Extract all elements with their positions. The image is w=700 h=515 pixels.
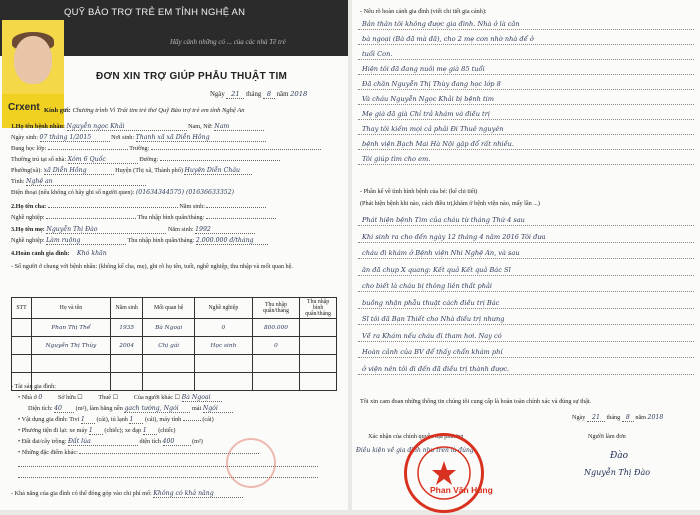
dotted-line [358, 149, 694, 150]
mother-name-row: 3.Họ tên mẹ: Nguyễn Thị Đào Năm sinh: 1992 [11, 226, 255, 234]
document-title: ĐƠN XIN TRỢ GIÚP PHẪU THUẬT TIM [96, 71, 288, 82]
handwritten-line: Thay tôi kiếm mọi cả phải Đi Thuê nguyên [362, 125, 504, 133]
col-stt: STT [12, 298, 32, 319]
patient-gender: Nam [214, 123, 264, 131]
handwritten-line: Mẹ già đã già Chỉ trả khám và điều trị [362, 110, 490, 118]
house-area: 40 [54, 405, 74, 413]
faded-stamp [226, 438, 276, 488]
land-row: • Đất đai/cây trồng: Đất lúa diện tích 400 (m²) [18, 438, 203, 445]
handwritten-line: bệnh viện Bạch Mai Hà Nội gặp đổ rất nhiều. [362, 140, 514, 148]
handwritten-line: Đã chăn Nguyễn Thị Thùy đang học lớp 8 [362, 80, 501, 88]
col-year: Năm sinh [110, 298, 143, 319]
handwritten-line: Bản thân tôi không được gia đình. Nhà ở là căn [362, 20, 520, 28]
patient-province: Nghệ an [26, 178, 146, 186]
mother-name: Nguyễn Thị Đào [46, 226, 166, 234]
commitment-text: Tôi xin cam đoan những thông tin chúng tôi cung cấp là hoàn toàn chính xác và đúng sự thật. [360, 398, 592, 405]
table-row: Nguyễn Thị Thùy 2004 Chị gái Học sinh 0 [12, 337, 337, 355]
household-table [11, 297, 337, 391]
condition-label: - Phần kể về tình hình bệnh của bé: (kể chi tiết) [360, 188, 478, 195]
foundation-title: QUỸ BẢO TRỢ TRẺ EM TỈNH NGHỆ AN [64, 7, 246, 18]
handwritten-line: Hiện tôi đã đang nuôi mẹ già 85 tuổi [362, 65, 485, 73]
patient-residence-row: Thường trú tại số nhà: Xóm 6 Quốc Đường: [11, 156, 280, 164]
patient-ward-row: Phường(xã): xã Diễn Hồng Huyện (Thị xã, Thành phố) Huyện Diễn Châu [11, 167, 252, 175]
handwritten-line: Sĩ tôi đã Bạn Thiết cho Nhà điều trị nhưng [362, 315, 505, 323]
dotted-line [358, 357, 694, 358]
local-confirm-note: Điều kiện về gia đình như trên là đúng [356, 447, 474, 454]
photo-face [14, 36, 52, 84]
seal-signer-name: Phan Văn Hùng [430, 485, 493, 495]
handwritten-line: cho biết là cháu bị thông liên thất phải [362, 282, 492, 290]
support-row: - Khả năng của gia đình có thể đóng góp vào chi phí mổ: Không có khả năng [11, 490, 243, 498]
applicant-name: Nguyễn Thị Đào [584, 468, 651, 477]
col-relation: Mối quan hệ [143, 298, 195, 319]
dotted-line [358, 104, 694, 105]
foundation-slogan: Hãy cảnh những có ... của các nhà Tê trẻ [170, 38, 286, 46]
handwritten-line: buồng nhận phẫu thuật cách điều trị Bác [362, 298, 500, 307]
date-month: 8 [263, 90, 275, 99]
dotted-line [358, 242, 694, 243]
handwritten-line: ở viện nên tôi đi đến đã điều trị thành được. [362, 364, 510, 373]
patient-name: Nguyễn ngọc Khải [67, 123, 187, 131]
house-roof: Ngói [203, 405, 233, 413]
dotted-line [358, 119, 694, 120]
handwritten-line: ăn đã chụp X quang: Kết quả Kết quả Bác Sĩ [362, 265, 511, 274]
patient-class-row: Đang học lớp: Trường: [11, 145, 321, 152]
table-row: Phan Thị Thể 1935 Bà Ngoại 0 800.000 [12, 319, 337, 337]
patient-phone: (01634344575) (01636633352) [135, 189, 235, 196]
col-income: Thu nhập quân/tháng [252, 298, 299, 319]
area-row: Diện tích: 40 (m²), làm bằng nền gạch tường, Ngói mái Ngói [28, 405, 233, 413]
patient-ward: xã Diễn Hồng [44, 167, 114, 175]
handwritten-line: cháu đi khám ở Bệnh viện Nhi Nghệ An, và sau [362, 249, 520, 257]
col-income2: Thu nhập bình quân/tháng [300, 298, 337, 319]
handwritten-line: Và cháu Nguyễn Ngọc Khải bị bệnh tim [362, 95, 494, 103]
patient-name-row: 1.Họ tên bệnh nhân: Nguyễn ngọc Khải Nam, Nữ: Nam [11, 123, 264, 131]
land-area: 400 [163, 438, 191, 446]
patient-birthplace: Thanh xã xã Diễn Hồng [136, 134, 266, 142]
vehicle-row: • Phương tiện đi lại: xe máy 1 (chiếc); xe đạp 1 (chiếc) [18, 427, 176, 434]
dotted-line [358, 341, 694, 342]
dotted-line [358, 258, 694, 259]
dotted-line [358, 74, 694, 75]
dotted-line [358, 275, 694, 276]
patient-phone-row: Điện thoại (nếu không có hãy ghi số người quen): (01634344575) (01636633352) [11, 189, 235, 196]
dotted-line [358, 59, 694, 60]
official-seal [404, 433, 484, 513]
handwritten-line: bà ngoại (Bà đã mà đã), cho 2 mẹ con nhờ nhà để ở [362, 35, 534, 43]
col-job: Nghề nghiệp [194, 298, 252, 319]
special-row: • Những đặc điểm khác: [18, 449, 259, 456]
applicant-label: Người làm đơn [588, 433, 626, 440]
dotted-line [358, 29, 694, 30]
photo-shirt-text: Crxent [8, 102, 40, 113]
mother-year: 1992 [195, 226, 255, 234]
handwritten-line: Hoàn cảnh của BV để thấy chẩn khám phí [362, 348, 503, 356]
form-page-2 [352, 0, 700, 510]
house-material: gạch tường, Ngói [124, 405, 190, 413]
house-owner: Bà Ngoại [182, 394, 222, 402]
handwritten-line: Khi sinh ra cho đến ngày 12 tháng 4 năm 2016 Tôi đưa [362, 232, 546, 241]
mother-job-row: Nghề nghiệp: Làm ruộng Thu nhập bình quân/tháng: 2.000.000 đ/tháng [11, 237, 268, 245]
condition-sub: (Phát hiện bệnh khi nào, cách điều trị,khám ở bệnh viện nào, mấy lần ...) [360, 200, 540, 207]
form-page-1 [0, 0, 348, 510]
family-note: - Số người ở chung với bệnh nhân: (không kể cha, mẹ), ghi rõ họ tên, tuổi, nghề nghiệp, thu nhập và mối quan hệ. [11, 263, 293, 270]
recipient-line: Kính gửi: Chương trình Vì Trái tim trẻ thơ Quỹ Bảo trợ trẻ em tỉnh Nghệ An [44, 107, 245, 114]
dotted-line [358, 164, 694, 165]
signature-date: Ngày 21 tháng 8 năm 2018 [572, 414, 664, 421]
needs-label: - Nêu rõ hoàn cảnh gia đình (viết chi tiết gia cảnh): [360, 8, 487, 15]
patient-residence: Xóm 6 Quốc [68, 156, 138, 164]
table-row [12, 355, 337, 373]
mother-job: Làm ruộng [46, 237, 126, 245]
document-date: Ngày 21 tháng 8 năm 2018 [210, 90, 308, 98]
assets-label: - Tài sản gia đình: [11, 383, 56, 390]
dotted-line [358, 374, 694, 375]
handwritten-line: Tôi giúp tìm cho em. [362, 155, 431, 163]
date-day: 21 [226, 90, 244, 99]
handwritten-line: Về ra Khám nếu cháu đi tham hơi. Nay có [362, 331, 502, 340]
handwritten-line: tuổi Con. [362, 50, 393, 58]
patient-province-row: Tỉnh: Nghệ an [11, 178, 146, 186]
dotted-line [358, 291, 694, 292]
seal-icon [407, 436, 481, 510]
patient-district: Huyện Diễn Châu [184, 167, 252, 175]
dotted-line [358, 324, 694, 325]
support-value: Không có khả năng [153, 490, 243, 498]
items-row: • Vật dụng gia đình: Tivi 1 (cái), tủ lạnh 1 (cái), máy tính (cái) [18, 416, 214, 423]
land-type: Đất lúa [68, 438, 138, 446]
col-name: Họ và tên [31, 298, 110, 319]
date-year: 2018 [290, 90, 308, 98]
father-name-row: 2.Họ tên cha: Năm sinh: [11, 203, 266, 210]
table-row [12, 373, 337, 391]
family-status: Khó khăn [77, 250, 107, 257]
local-confirm-label: Xác nhận của chính quyền địa phương [368, 433, 464, 440]
patient-dob: 07 tháng 1/2015 [40, 134, 110, 142]
recipient-text: Chương trình Vì Trái tim trẻ thơ Quỹ Bảo trợ trẻ em tỉnh Nghệ An [72, 107, 245, 114]
dotted-line [358, 308, 694, 309]
patient-dob-row: Ngày sinh: 07 tháng 1/2015 Nơi sinh: Thanh xã xã Diễn Hồng [11, 134, 266, 142]
father-job-row: Nghề nghiệp: Thu nhập bình quân/tháng: [11, 214, 276, 221]
table-header-row [12, 298, 337, 319]
dotted-line [358, 225, 694, 226]
house-row: • Nhà ở 0 Sở hữu ☐ Thuê ☐ Của người khác ☐ Bà Ngoại [18, 394, 222, 402]
family-status-row: 4.Hoàn cảnh gia đình: Khó khăn [11, 250, 107, 257]
handwritten-line: Phát hiện bệnh Tim của cháu từ tháng Thứ 4 sau [362, 216, 525, 224]
applicant-signature: Đào [610, 451, 629, 461]
dotted-line [358, 134, 694, 135]
mother-income: 2.000.000 đ/tháng [196, 237, 268, 245]
dotted-line [358, 89, 694, 90]
dotted-line [358, 44, 694, 45]
